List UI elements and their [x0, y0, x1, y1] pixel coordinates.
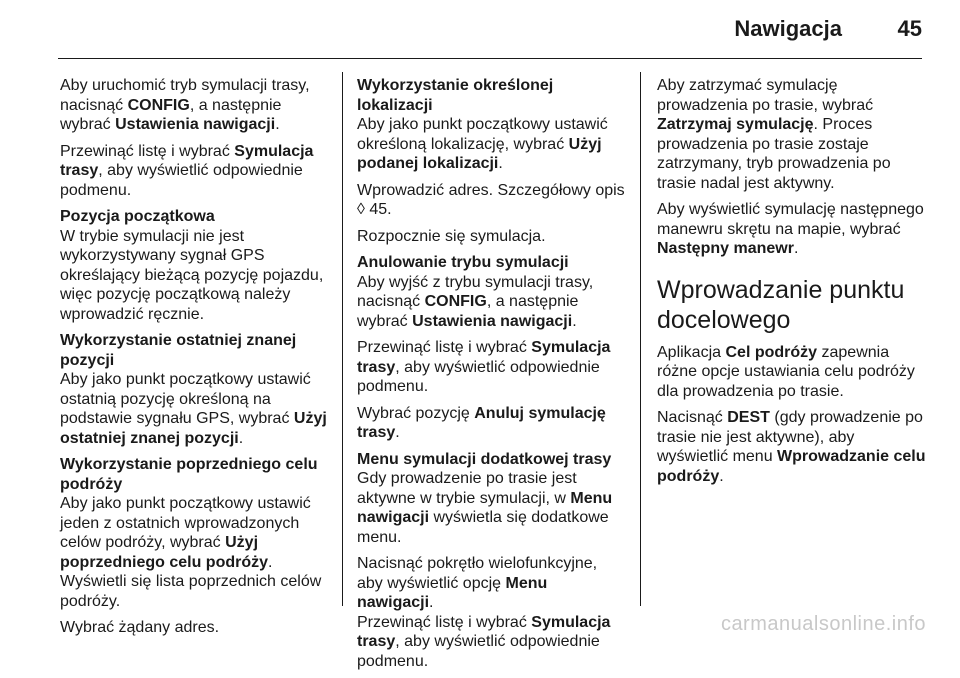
menu-label: Menu nawigacji [357, 489, 613, 526]
section-title: Nawigacja [734, 16, 842, 41]
menu-label: Ustawienia nawigacji [412, 312, 573, 330]
subheading-start-position: Pozycja początkowa [60, 208, 215, 225]
menu-label: Symulacja trasy [60, 142, 314, 179]
menu-label: Anuluj symulację trasy [357, 404, 606, 441]
section-heading-destination-entry: Wprowadzanie punktu docelowego [657, 275, 905, 334]
paragraph: Aplikacja Cel podróży zapewnia różne opcje ustawiania celu podróży dla prowadzenia po trasie. [657, 343, 915, 400]
paragraph: Aby jako punkt początkowy ustawić określoną lokalizację, wybrać Użyj podanej lokalizacji. [357, 116, 608, 172]
watermark: carmanualsonline.info [720, 613, 926, 635]
paragraph: Rozpocznie się symulacja. [357, 227, 546, 245]
paragraph: Nacisnąć pokrętło wielofunkcyjne, aby wyświetlić opcję Menu nawigacji. Przewinąć listę i wybrać Symulacja trasy, aby wyświetlić odpowiednie podmenu. [357, 555, 611, 670]
paragraph: Przewinąć listę i wybrać Symulacja trasy, aby wyświetlić odpowiednie podmenu. [60, 142, 314, 199]
column-3 [657, 76, 929, 493]
app-label: Cel podróży [725, 343, 818, 361]
menu-label: Wprowadzanie celu podróży [657, 448, 926, 485]
paragraph: W trybie symulacji nie jest wykorzystywany sygnał GPS określający bieżącą pozycję pojazdu, więc pozycję początkową należy wprowadzić ręcznie. [60, 227, 324, 323]
menu-label: Użyj poprzedniego celu podróży [60, 534, 269, 571]
header-divider [58, 58, 922, 59]
subheading-previous-destination: Wykorzystanie poprzedniego celu podróży [60, 456, 318, 493]
column-divider-1 [342, 72, 343, 606]
menu-label: Menu nawigacji [357, 574, 548, 611]
paragraph: Aby zatrzymać symulację prowadzenia po trasie, wybrać Zatrzymaj symulację. Proces prowadzenia po trasie zostaje zatrzymany, tryb prowadzenia po trasie nadal jest aktywny. [657, 77, 891, 192]
paragraph: Przewinąć listę i wybrać Symulacja trasy, aby wyświetlić odpowiednie podmenu. [357, 339, 611, 395]
paragraph: Wybrać pozycję Anuluj symulację trasy. [357, 404, 606, 441]
menu-label: Zatrzymaj symulację [657, 116, 814, 133]
subheading-last-known-position: Wykorzystanie ostatniej znanej pozycji [60, 332, 297, 369]
page-ref-icon: ◊ [357, 201, 365, 218]
column-1 [60, 76, 336, 645]
subheading-specified-location: Wykorzystanie określonej lokalizacji [357, 77, 554, 114]
menu-label: Symulacja trasy [357, 613, 611, 650]
menu-label: Ustawienia nawigacji [115, 116, 276, 133]
paragraph: Aby uruchomić tryb symulacji trasy, nacisnąć CONFIG, a następnie wybrać Ustawienia nawigacji. [60, 77, 310, 133]
paragraph: Aby wyświetlić symulację następnego manewru skrętu na mapie, wybrać Następny manewr. [657, 201, 924, 257]
paragraph: Aby wyjść z trybu symulacji trasy, nacisnąć CONFIG, a następnie wybrać Ustawienia nawigacji. [357, 273, 594, 330]
config-key-label: CONFIG [127, 96, 190, 114]
column-divider-2 [640, 72, 641, 606]
subheading-extra-simulation-menu: Menu symulacji dodatkowej trasy [357, 450, 612, 468]
menu-label: Symulacja trasy [357, 339, 611, 376]
menu-label: Następny manewr [657, 240, 794, 257]
paragraph: Nacisnąć DEST (gdy prowadzenie po trasie nie jest aktywne), aby wyświetlić menu Wprowadzanie celu podróży. [657, 409, 926, 485]
menu-label: Użyj podanej lokalizacji [357, 135, 602, 172]
menu-label: Użyj ostatniej znanej pozycji [60, 410, 327, 447]
paragraph: Aby jako punkt początkowy ustawić ostatnią pozycję określoną na podstawie sygnału GPS, wybrać Użyj ostatniej znanej pozycji. [60, 371, 327, 447]
paragraph: Wprowadzić adres. Szczegółowy opis ◊ 45. [357, 181, 625, 218]
config-key-label: CONFIG [424, 293, 487, 310]
column-2 [357, 76, 627, 678]
subheading-cancel-simulation: Anulowanie trybu symulacji [357, 254, 569, 271]
paragraph: Wybrać żądany adres. [60, 619, 220, 636]
paragraph: Aby jako punkt początkowy ustawić jeden z ostatnich wprowadzonych celów podróży, wybrać Użyj poprzedniego celu podróży. Wyświetli się lista poprzednich celów podróży. [60, 495, 322, 610]
page-header [0, 0, 960, 58]
paragraph: Gdy prowadzenie po trasie jest aktywne w trybie symulacji, w Menu nawigacji wyświetla się dodatkowe menu. [357, 470, 613, 546]
page-number: 45 [897, 16, 922, 41]
dest-key-label: DEST [727, 409, 770, 426]
